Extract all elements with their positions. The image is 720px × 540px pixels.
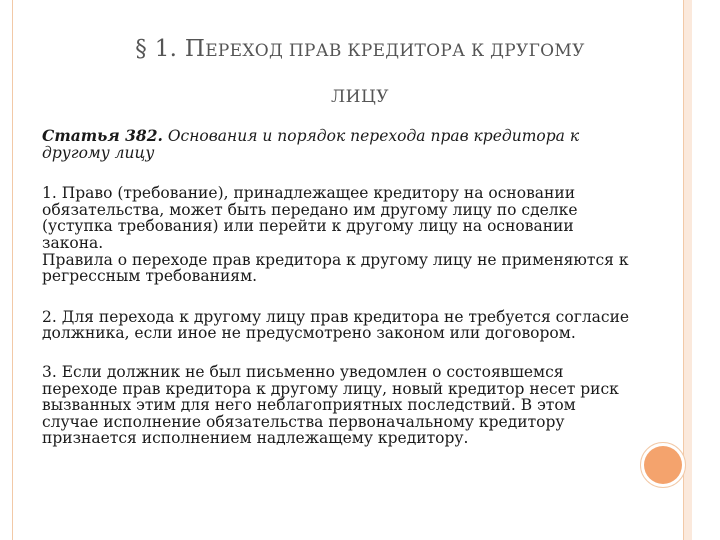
- spacer: [42, 285, 632, 309]
- article-title: Основания и порядок перехода прав кредитора к другому лицу: [42, 127, 580, 162]
- slide-title: [60, 38, 660, 106]
- article-heading: [42, 128, 632, 161]
- paragraph-1: 1. Право (требование), принадлежащее кредитору на основании обязательства, может быть передано им другому лицу по сделке (уступка требования) или перейти к другому лицу на основании закона.: [42, 184, 578, 252]
- spacer: [42, 342, 632, 364]
- paragraph-1-note: Правила о переходе прав кредитора к другому лицу не применяются к регрессным требованиям.: [42, 250, 629, 286]
- paragraph-3: 3. Если должник не был письменно уведомлен о состоявшемся переходе прав кредитора к другому лицу, новый кредитор несет риск вызванных этим для него неблагоприятных последствий. В этом случае исполнение обязательства первоначальному кредитору признается исполнением надлежащему кредитору.: [42, 362, 619, 448]
- title-line-2: ЛИЦУ: [330, 87, 390, 107]
- title-prefix: § 1. П: [135, 36, 206, 62]
- paragraph-2: 2. Для перехода к другому лицу прав кредитора не требуется согласие должника, если иное не предусмотрено законом или договором.: [42, 307, 630, 343]
- title-line-1: [60, 38, 660, 61]
- decorative-circle-icon: [644, 446, 682, 484]
- article-number: Статья 382.: [42, 126, 163, 145]
- title-rest: ЕРЕХОД ПРАВ КРЕДИТОРА К ДРУГОМУ: [205, 41, 585, 61]
- slide-content: [42, 128, 632, 447]
